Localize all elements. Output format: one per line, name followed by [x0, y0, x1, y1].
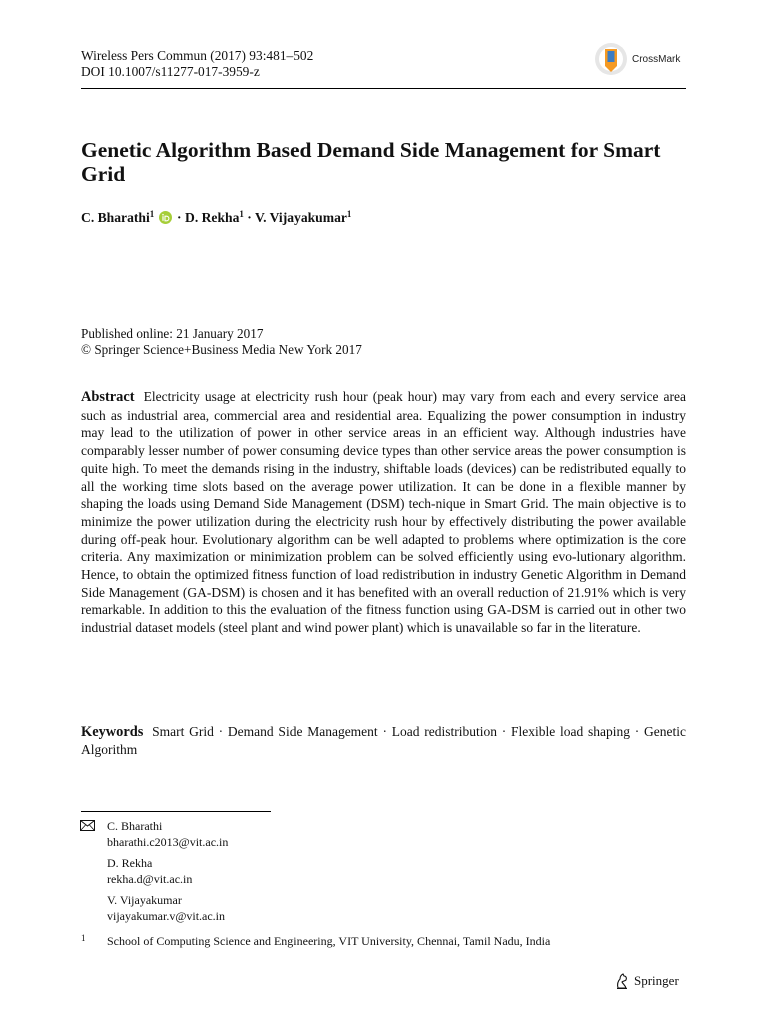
publisher-name: Springer: [634, 973, 679, 988]
contact-entry: [107, 892, 228, 924]
author-name: D. Rekha: [185, 210, 240, 225]
paper-title: Genetic Algorithm Based Demand Side Management for Smart Grid: [81, 138, 661, 186]
published-online-date: Published online: 21 January 2017: [81, 326, 264, 341]
author-list: [81, 209, 351, 226]
author-affil-mark: 1: [346, 209, 352, 219]
contact-email[interactable]: bharathi.c2013@vit.ac.in: [107, 835, 229, 849]
orcid-icon[interactable]: [159, 211, 172, 224]
contact-entry: [107, 818, 228, 850]
crossmark-badge[interactable]: [594, 40, 694, 78]
abstract-heading: Abstract: [81, 389, 135, 405]
footnote-divider: [81, 811, 271, 812]
affiliation-text: School of Computing Science and Engineering, VIT University, Chennai, Tamil Nadu, India: [107, 934, 551, 948]
author-affil-mark: 1: [149, 209, 155, 219]
author-separator: ·: [247, 210, 252, 225]
contact-email[interactable]: rekha.d@vit.ac.in: [107, 872, 193, 886]
author-name: V. Vijayakumar: [255, 210, 347, 225]
journal-citation: Wireless Pers Commun (2017) 93:481–502: [81, 48, 314, 63]
keywords-section: [81, 723, 686, 759]
author-affil-mark: 1: [239, 209, 244, 219]
contact-name: C. Bharathi: [107, 819, 163, 833]
correspondence-list: [107, 818, 228, 929]
contact-name: V. Vijayakumar: [107, 893, 182, 907]
header-divider: [81, 88, 686, 89]
publication-info: [81, 326, 362, 357]
contact-name: D. Rekha: [107, 856, 153, 870]
keywords-text: Smart Grid · Demand Side Management · Load redistribution · Flexible load shaping · Genetic Algorithm: [81, 724, 687, 757]
contact-entry: [107, 855, 228, 887]
publisher-mark: [614, 972, 679, 990]
mail-icon: [80, 820, 95, 831]
abstract-text: Electricity usage at electricity rush hour (peak hour) may vary from each and every service area such as industrial area, commercial area and residential area. Equalizing the power consumption in industry may lead to the utilization of power in other service areas in an efficient way. Although industries have comparably lesser number of power consuming device types than other service areas the power consumption is quite high. To meet the demands rising in the industry, shiftable loads (devices) can be redistributed equally to all the working time slots based on the average power utilization. It can be done in a flexible manner by shaping the loads using Demand Side Management (DSM) tech-nique in Smart Grid. The main objective is to minimize the power utilization during the electricity rush hour by effectively distributing the power available during off-peak hour. Evolutionary algorithm can be well adapted to problems where optimization is the core criteria. Any maximization or minimization problem can be solved efficiently using evo-lutionary algorithm. Hence, to obtain the optimized fitness function of load redistribution in industry Genetic Algorithm in Demand Side Management (GA-DSM) is chosen and it has benefited with an overall reduction of 21.91% which is very remarkable. In addition to this the evaluation of the fitness function using GA-DSM is carried out in other two industrial dataset models (steel plant and wind power plant) which is unavailable so far in the literature.: [81, 389, 686, 636]
abstract-section: [81, 388, 686, 637]
copyright-notice: © Springer Science+Business Media New York 2017: [81, 341, 362, 357]
doi-line: DOI 10.1007/s11277-017-3959-z: [81, 64, 260, 79]
crossmark-label: CrossMark: [632, 53, 681, 65]
springer-horse-icon: [614, 972, 630, 990]
crossmark-icon: [594, 42, 628, 76]
journal-header: [81, 48, 313, 80]
affiliation-number: 1: [81, 933, 86, 943]
contact-email[interactable]: vijayakumar.v@vit.ac.in: [107, 909, 226, 923]
author-separator: ·: [177, 210, 182, 225]
keywords-heading: Keywords: [81, 724, 144, 740]
author-name: C. Bharathi: [81, 210, 150, 225]
